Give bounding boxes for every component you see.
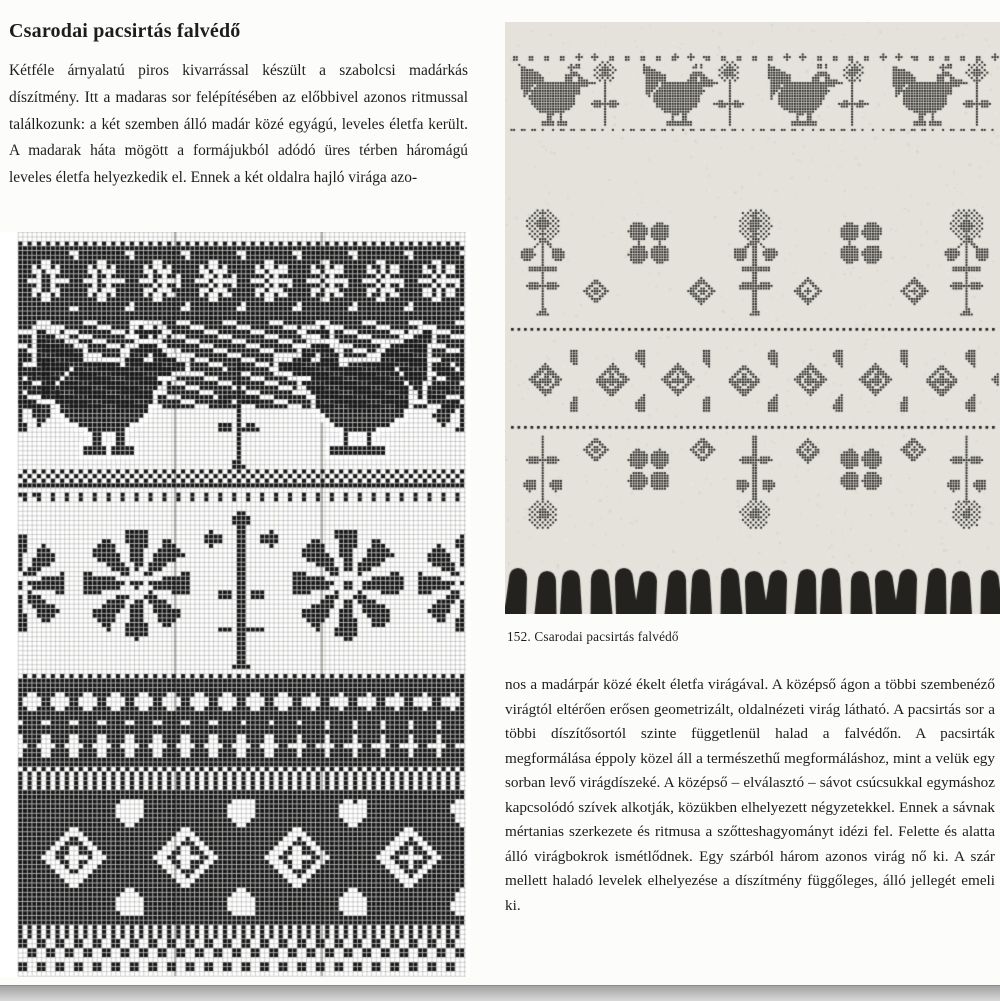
page-edge-strip	[0, 985, 1000, 1001]
cross-stitch-pattern-chart	[0, 232, 470, 977]
photo-caption: 152. Csarodai pacsirtás falvédő	[507, 629, 679, 644]
left-column-paragraph: Kétféle árnyalatú piros kivarrással készült a szabolcsi madárkás díszítmény. Itt a madaras sor felépítésében az előbbivel azonos ritmussal találkozunk: a két szemben álló madár közé egyágú, leveles életfa került. A madarak háta mögött a formájukból adódó üres térben háromágú leveles életfa helyezkedik el. Ennek a két oldalra hajló virága azo-	[9, 62, 468, 187]
page-title: Csarodai pacsirtás falvédő	[9, 20, 241, 42]
embroidered-wall-protector-photo	[505, 22, 1000, 614]
right-column-paragraph: nos a madárpár közé ékelt életfa virágával. A középső ágon a többi szembenéző virágtól eltérően erősen geometrizált, oldalnézeti virág látható. A pacsirtás sor a többi díszítősortól szinte függetlenül halad a falvédőn. A pacsirták megformálása éppoly közel áll a természethű megformáláshoz, mint a velük egy sorban levő virágdíszeké. A középső – elválasztó – sávot csúcsukkal egymáshoz kapcsolódó szívek alkotják, közükben elhelyezett négyzetekkel. Ennek a sávnak mértanias szerkezete és ritmusa a szőtteshagyományt idézi fel. Felette és alatta álló virágbokrok ismétlődnek. Egy szárból három azonos virág nő ki. A szár mellett haladó levelek elhelyezése a díszítmény függőleges, álló jellegét emeli ki.	[505, 676, 995, 914]
